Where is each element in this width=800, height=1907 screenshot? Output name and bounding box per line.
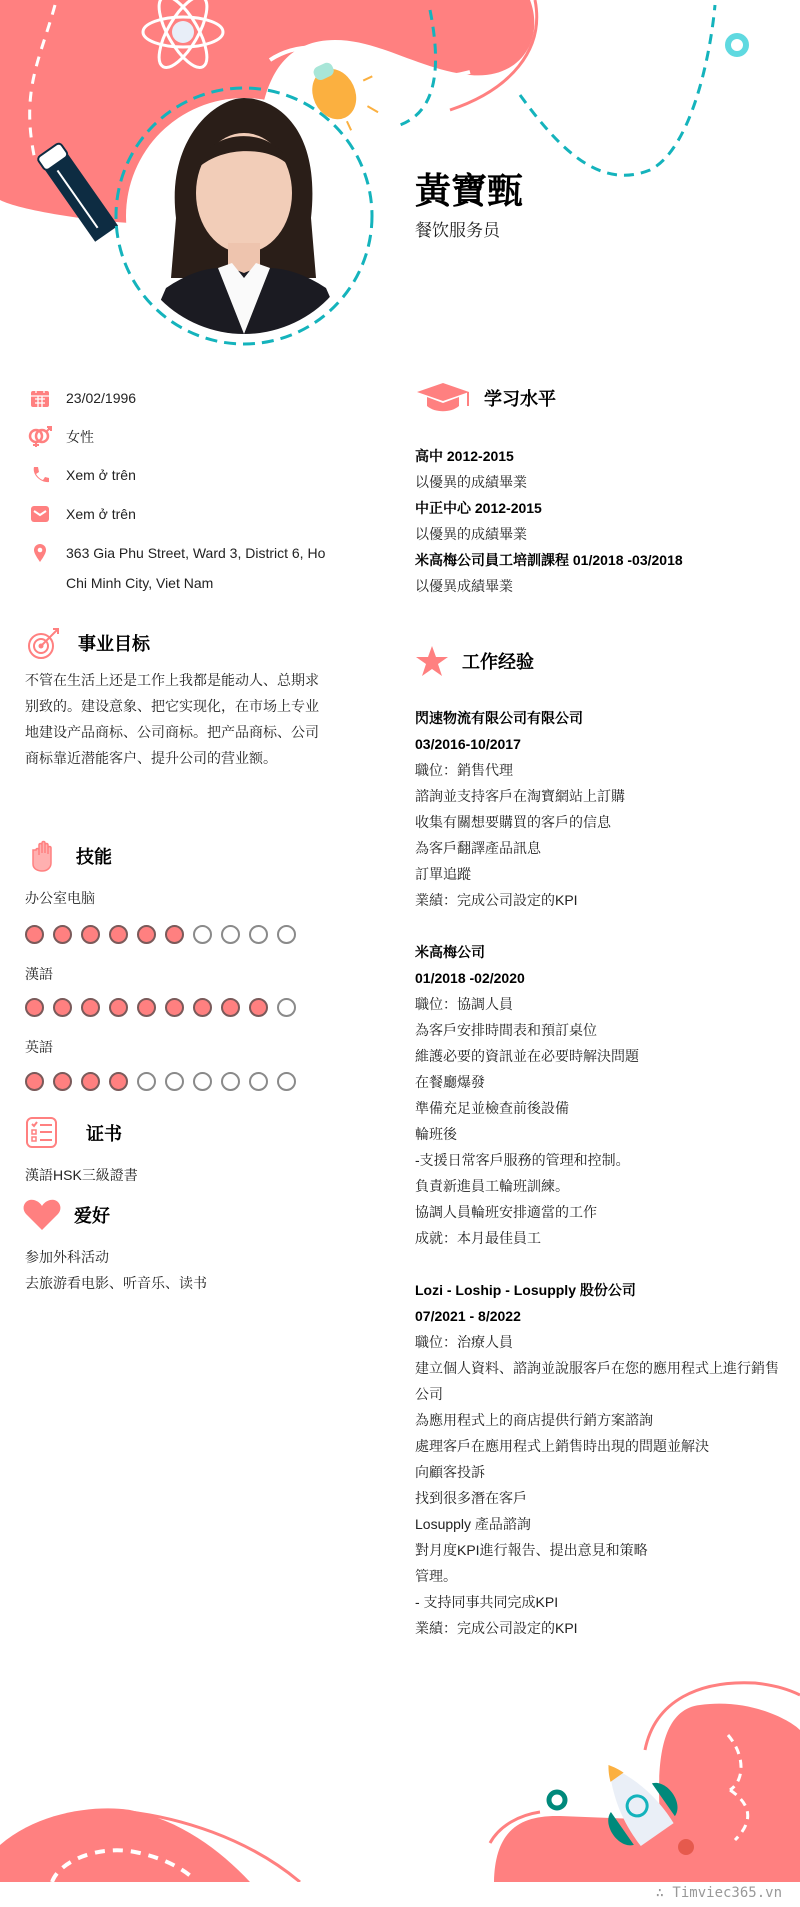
skill-dot-filled xyxy=(53,998,72,1017)
target-icon xyxy=(24,625,64,661)
job-detail: 在餐廳爆發 xyxy=(415,1074,485,1090)
hand-icon xyxy=(22,838,62,874)
calendar-icon xyxy=(28,383,52,413)
skill-dot-filled xyxy=(165,998,184,1017)
job-detail: 處理客戶在應用程式上銷售時出現的問題並解決 xyxy=(415,1438,709,1454)
job-detail: 對月度KPI進行報告、提出意見和策略 xyxy=(415,1542,648,1558)
job-detail: 收集有關想要購買的客戶的信息 xyxy=(415,814,611,830)
job-detail: - 支持同事共同完成KPI xyxy=(415,1594,559,1610)
hobby-item: 参加外科活动 xyxy=(25,1249,109,1265)
experience-list xyxy=(415,705,785,1641)
job-detail: 諮詢並支持客戶在淘寶網站上訂購 xyxy=(415,788,625,804)
checklist-icon xyxy=(22,1115,62,1151)
job-detail: -支援日常客戶服務的管理和控制。 xyxy=(415,1152,630,1168)
skill-dot-empty xyxy=(193,1072,212,1091)
skill-rating xyxy=(25,998,296,1017)
hobbies-heading: 爱好 xyxy=(22,1197,110,1233)
skill-dot-filled xyxy=(53,1072,72,1091)
job-entry xyxy=(415,705,785,913)
job-detail: Losupply 產品諮詢 xyxy=(415,1516,531,1532)
job-detail: 維護必要的資訊並在必要時解決問題 xyxy=(415,1048,639,1064)
job-detail: 公司 xyxy=(415,1386,443,1402)
job-detail: 業績：完成公司設定的KPI xyxy=(415,1620,578,1636)
graduation-cap-icon xyxy=(414,380,472,416)
header-decoration xyxy=(0,0,800,360)
skill-label: 英語 xyxy=(25,1039,53,1055)
skill-rating xyxy=(25,925,296,944)
skill-dot-filled xyxy=(109,925,128,944)
skill-dot-empty xyxy=(221,925,240,944)
skill-dot-filled xyxy=(137,925,156,944)
skill-label: 办公室电脑 xyxy=(25,890,95,906)
skill-dot-filled xyxy=(53,925,72,944)
heart-icon xyxy=(22,1197,62,1233)
skill-dot-filled xyxy=(109,998,128,1017)
skill-dot-empty xyxy=(193,925,212,944)
job-detail: 輪班後 xyxy=(415,1126,457,1142)
job-detail: 為應用程式上的商店提供行銷方案諮詢 xyxy=(415,1412,653,1428)
skill-dot-filled xyxy=(25,998,44,1017)
skill-dot-filled xyxy=(221,998,240,1017)
phone-icon xyxy=(28,460,52,490)
education-entry-title: 高中 2012-2015 xyxy=(415,448,514,464)
skill-dot-filled xyxy=(81,998,100,1017)
job-detail: 找到很多潛在客戶 xyxy=(415,1490,527,1506)
job-period: 07/2021 - 8/2022 xyxy=(415,1308,521,1324)
job-entry xyxy=(415,939,785,1251)
skills-heading: 技能 xyxy=(22,838,112,874)
job-detail: 準備充足並檢查前後設備 xyxy=(415,1100,569,1116)
job-detail: 職位：銷售代理 xyxy=(415,762,513,778)
job-detail: 管理。 xyxy=(415,1568,457,1584)
star-icon xyxy=(414,643,450,679)
skill-dot-filled xyxy=(249,998,268,1017)
job-period: 01/2018 -02/2020 xyxy=(415,970,525,986)
skill-dot-filled xyxy=(193,998,212,1017)
skill-dot-filled xyxy=(81,925,100,944)
experience-heading: 工作经验 xyxy=(414,643,534,679)
skill-dot-empty xyxy=(277,998,296,1017)
skill-dot-filled xyxy=(25,925,44,944)
footer-decoration xyxy=(0,1680,800,1882)
skill-dot-filled xyxy=(109,1072,128,1091)
education-entry-detail: 以優異成績畢業 xyxy=(415,578,513,594)
job-company: 閃速物流有限公司有限公司 xyxy=(415,710,583,726)
skill-label: 漢語 xyxy=(25,966,53,982)
location-pin-icon xyxy=(28,538,52,568)
contact-birthday: 23/02/1996 xyxy=(28,383,331,413)
job-entry xyxy=(415,1277,785,1641)
certificate-item: 漢語HSK三級證書 xyxy=(25,1167,138,1183)
watermark: ∴ Timviec365.vn xyxy=(655,1885,782,1901)
objective-heading: 事业目标 xyxy=(24,625,150,661)
skill-dot-empty xyxy=(277,925,296,944)
skill-rating xyxy=(25,1072,296,1091)
job-detail: 業績：完成公司設定的KPI xyxy=(415,892,578,908)
job-company: Lozi - Loship - Losupply 股份公司 xyxy=(415,1282,636,1298)
certificates-heading: 证书 xyxy=(22,1115,122,1151)
job-detail: 向顧客投訴 xyxy=(415,1464,485,1480)
contact-address: 363 Gia Phu Street, Ward 3, District 6, Ho Chi Minh City, Viet Nam xyxy=(28,538,331,598)
job-detail: 建立個人資料、諮詢並說服客戶在您的應用程式上進行銷售 xyxy=(415,1360,779,1376)
education-entry-detail: 以優異的成績畢業 xyxy=(415,474,527,490)
job-title: 餐饮服务员 xyxy=(415,221,500,240)
job-company: 米高梅公司 xyxy=(415,944,485,960)
education-list xyxy=(415,443,683,599)
contact-phone: Xem ở trên xyxy=(28,460,331,490)
job-detail: 職位：協調人員 xyxy=(415,996,513,1012)
skill-dot-filled xyxy=(137,998,156,1017)
job-detail: 為客戶翻譯產品訊息 xyxy=(415,840,541,856)
job-detail: 成就：本月最佳員工 xyxy=(415,1230,541,1246)
education-heading: 学习水平 xyxy=(414,380,556,416)
email-icon xyxy=(28,499,52,529)
job-detail: 協調人員輪班安排適當的工作 xyxy=(415,1204,597,1220)
profile-photo xyxy=(126,98,362,334)
job-detail: 負責新進員工輪班訓練。 xyxy=(415,1178,569,1194)
skill-dot-empty xyxy=(249,1072,268,1091)
contact-gender: 女性 xyxy=(28,422,331,452)
objective-text: 不管在生活上还是工作上我都是能动人、总期求别致的。建设意象、把它实现化，在市场上专业地建设产品商标、公司商标。把产品商标、公司商标靠近潜能客户、提升公司的营业额。 xyxy=(25,672,319,766)
job-detail: 為客戶安排時間表和預訂桌位 xyxy=(415,1022,597,1038)
candidate-name: 黃寶甄 xyxy=(415,171,524,212)
job-detail: 訂單追蹤 xyxy=(415,866,471,882)
skill-dot-filled xyxy=(25,1072,44,1091)
job-detail: 職位：治療人員 xyxy=(415,1334,513,1350)
education-entry-title: 中正中心 2012-2015 xyxy=(415,500,542,516)
skill-dot-empty xyxy=(277,1072,296,1091)
job-period: 03/2016-10/2017 xyxy=(415,736,521,752)
skill-dot-empty xyxy=(165,1072,184,1091)
skill-dot-empty xyxy=(221,1072,240,1091)
skill-dot-empty xyxy=(137,1072,156,1091)
skill-dot-empty xyxy=(249,925,268,944)
contact-email: Xem ở trên xyxy=(28,499,331,529)
gender-icon xyxy=(28,422,52,452)
skill-dot-filled xyxy=(165,925,184,944)
skill-dot-filled xyxy=(81,1072,100,1091)
education-entry-title: 米高梅公司員工培訓課程 01/2018 -03/2018 xyxy=(415,552,683,568)
hobby-item: 去旅游看电影、听音乐、读书 xyxy=(25,1275,207,1291)
education-entry-detail: 以優異的成績畢業 xyxy=(415,526,527,542)
